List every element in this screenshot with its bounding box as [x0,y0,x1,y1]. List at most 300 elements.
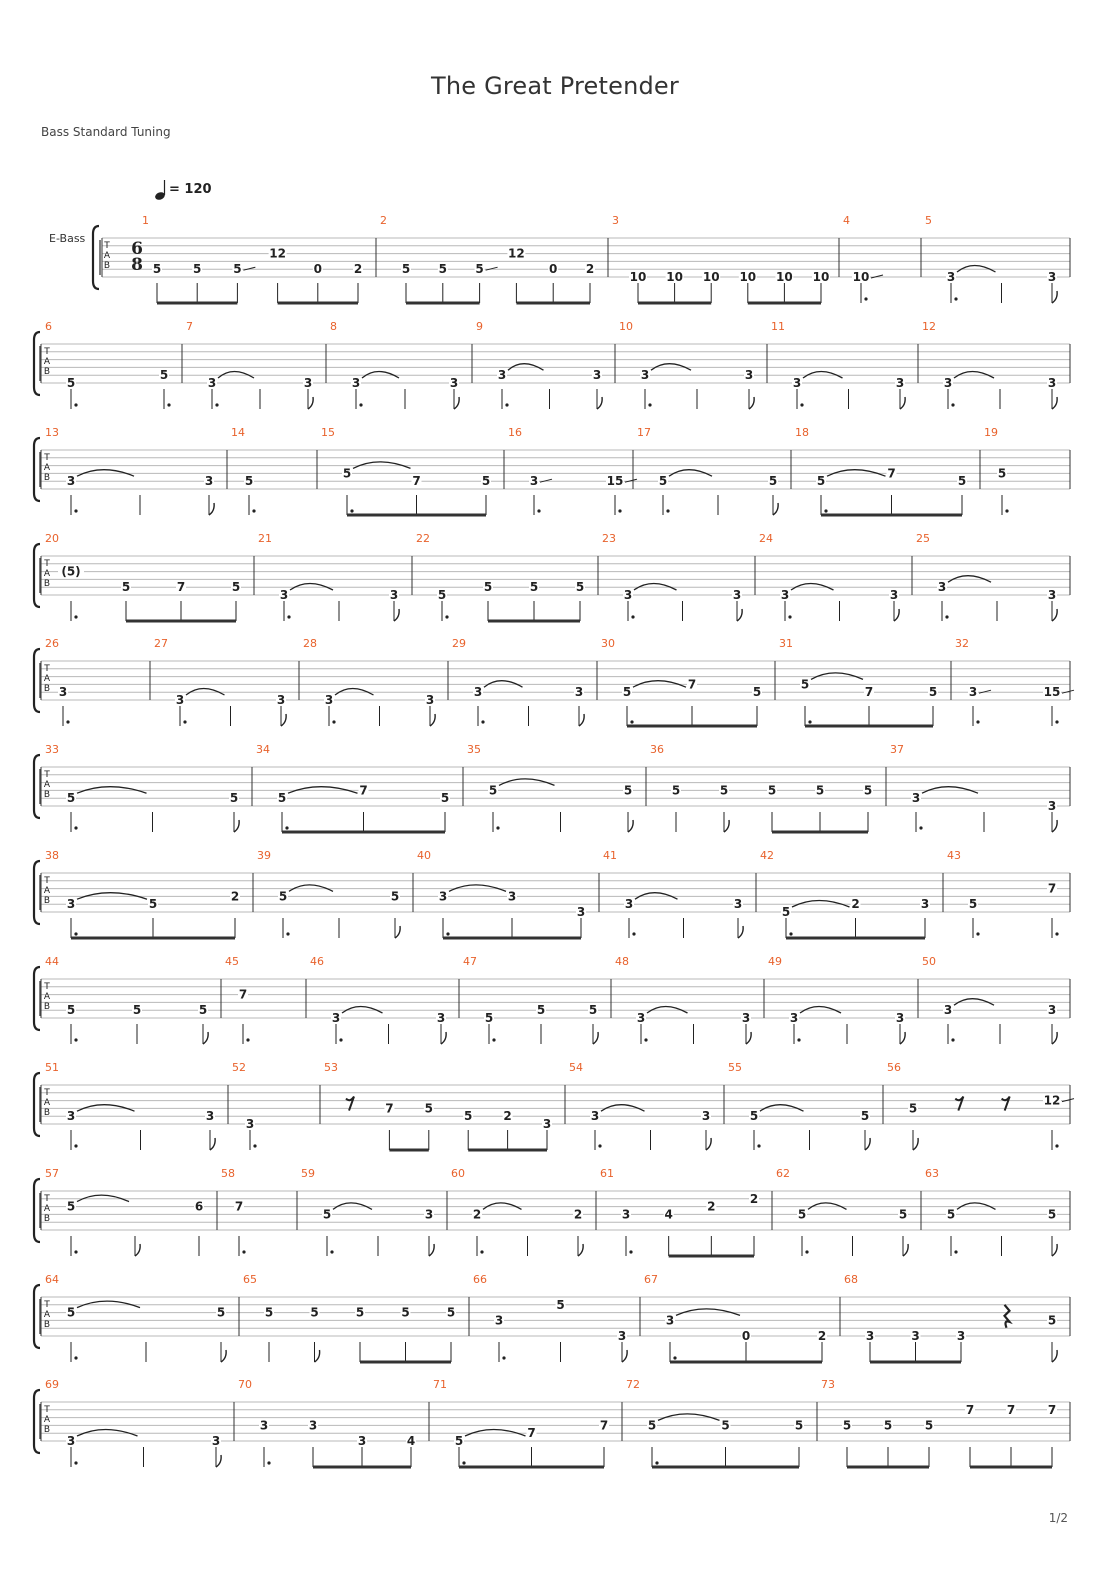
eighth-flag [622,1350,627,1362]
measure-number: 71 [433,1378,447,1391]
measure-number: 52 [232,1061,246,1074]
fret-number: 3 [308,1418,318,1433]
measure-number: 32 [955,637,969,650]
measure-number: 8 [330,320,337,333]
fret-number: 7 [527,1426,536,1441]
measure-number: 53 [324,1061,338,1074]
fret-number: 12 [269,246,286,261]
eighth-flag [308,397,313,409]
tab-clef-letter: A [43,463,51,473]
page-number: 1/2 [1048,1511,1068,1525]
measure-number: 61 [600,1167,614,1180]
dot-marker [630,720,633,723]
tab-clef-letter: T [44,1405,50,1415]
dot-marker [505,403,508,406]
dot-marker [462,1461,465,1464]
fret-number: 5 [66,1003,76,1018]
measure-number: 26 [45,637,59,650]
fret-number: 5 [816,474,826,489]
tab-clef-letter: B [103,261,111,271]
fret-number: 5 [556,1297,565,1312]
measure-number: 4 [843,214,850,227]
fret-number: 3 [956,1329,966,1343]
measure-number: 3 [612,214,619,227]
fret-number: 2 [585,262,595,277]
fret-number: 3 [895,376,905,390]
fret-number: 3 [617,1329,627,1343]
fret-number: 3 [331,1011,341,1025]
fret-number: 10 [776,270,793,284]
eighth-flag [1052,1350,1057,1362]
fret-number: 2 [230,889,240,904]
fret-number: 0 [549,262,558,277]
eighth-flag [900,397,905,409]
measure-number: 44 [45,955,59,968]
fret-number: 5 [719,783,729,798]
fret-number: 0 [313,262,322,277]
dot-marker [1055,932,1058,935]
fret-number: 5 [440,791,450,806]
tab-clef-letter: T [44,347,50,357]
measure-number: 64 [45,1273,59,1286]
fret-number: 3 [497,368,507,383]
measure-number: 29 [452,637,466,650]
fret-number: 3 [424,1207,434,1222]
fret-number: 3 [920,897,930,912]
dot-marker [1055,1144,1058,1147]
fret-number: 6 [194,1199,204,1214]
fret-number: 3 [207,376,217,390]
dot-marker [215,403,218,406]
fret-number: 5 [883,1418,893,1433]
tab-clef-letter: B [43,684,51,694]
tab-clef-letter: T [104,241,110,251]
time-signature-top: 6 [131,239,143,259]
dot-marker [618,509,621,512]
fret-number: 5 [481,474,491,489]
fret-number: 7 [234,1199,244,1214]
eighth-flag [903,1244,908,1256]
dot-marker [74,509,77,512]
fret-number: 5 [193,262,202,277]
measure-number: 51 [45,1061,59,1074]
fret-number: 3 [279,588,289,602]
tab-clef-letter: T [44,1300,50,1310]
system-bracket [34,1179,40,1242]
measure-number: 46 [310,955,324,968]
fret-number: 7 [1047,1402,1057,1417]
dot-marker [267,1461,270,1464]
measure-number: 21 [258,532,272,545]
dot-marker [253,1144,256,1147]
measure-number: 37 [890,743,904,756]
measure-number: 73 [821,1378,835,1391]
dot-marker [824,509,827,512]
eighth-flag [706,1138,711,1150]
fret-number: 3 [701,1109,711,1124]
measure-number: 47 [463,955,477,968]
fret-number: 3 [621,1207,631,1222]
fret-number: 5 [66,1305,76,1320]
fret-number: 5 [815,783,825,798]
fret-number: 5 [390,889,400,904]
measure-number: 58 [221,1167,235,1180]
fret-number: 5 [464,1109,473,1124]
fret-number: 3 [389,588,399,602]
dot-marker [598,1144,601,1147]
tab-clef-letter: A [43,1415,51,1425]
fret-number: 10 [852,270,870,284]
fret-number: 3 [780,588,790,602]
dot-marker [629,1250,632,1253]
fret-number: 5 [229,791,239,806]
dot-marker [286,932,289,935]
measure-number: 10 [619,320,633,333]
dot-marker [492,1038,495,1041]
fret-number: 3 [473,685,483,700]
measure-number: 67 [644,1273,658,1286]
tab-clef-letter: B [43,1425,51,1435]
fret-number: 5 [401,262,411,277]
eighth-flag [628,820,633,832]
measure-number: 12 [922,320,936,333]
fret-number: 3 [542,1117,552,1131]
fret-number: 3 [1047,1003,1057,1018]
fret-number: 7 [385,1101,394,1116]
measure-number: 16 [508,426,522,439]
fret-number: 5 [483,580,493,595]
dot-marker [789,932,792,935]
fret-number: 5 [355,1305,365,1320]
system-bracket [34,438,40,501]
tab-clef-letter: B [43,579,51,589]
dot-marker [74,615,77,618]
dot-marker [74,1038,77,1041]
fret-number: 5 [671,783,681,798]
dot-marker [800,403,803,406]
fret-number: 3 [1047,376,1057,390]
system-bracket [34,1073,40,1136]
fret-number: 3 [574,685,584,700]
eighth-flag [724,820,729,832]
fret-number: 3 [624,897,634,912]
tab-clef-letter: A [103,251,111,261]
tab-clef-letter: A [43,1204,51,1214]
measure-number: 56 [887,1061,901,1074]
eighth-flag [900,1032,905,1044]
fret-number: 3 [636,1011,646,1025]
fret-number: 5 [529,580,539,595]
fret-number: 3 [529,474,539,489]
eighth-flag [315,1350,320,1362]
tab-clef-letter: A [43,357,51,367]
measure-number: 55 [728,1061,742,1074]
eighth-flag [894,609,899,621]
fret-number: 3 [438,889,448,904]
dot-marker [74,1461,77,1464]
dot-marker [808,720,811,723]
fret-number: 3 [895,1011,905,1025]
dot-marker [757,1144,760,1147]
eighth-flag [773,503,778,515]
fret-number: 3 [507,889,517,904]
fret-number: 12 [508,246,525,261]
fret-number: 15 [606,474,624,489]
fret-number: 5 [454,1434,464,1448]
dot-marker [537,509,540,512]
tab-clef-letter: T [44,876,50,886]
fret-number: 5 [997,466,1007,481]
fret-number: 5 [475,262,484,277]
eighth-flag [1052,1244,1057,1256]
fret-number: 7 [176,580,186,595]
fret-number: 5 [66,1199,76,1214]
fret-number: 5 [484,1011,494,1025]
fret-number: (5) [61,564,81,579]
dot-marker [285,826,288,829]
fret-number: 3 [789,1011,799,1025]
measure-number: 24 [759,532,773,545]
fret-number: 3 [436,1011,446,1025]
fret-number: 7 [359,783,368,798]
dot-marker [359,403,362,406]
measure-number: 57 [45,1167,59,1180]
dot-marker [74,1356,77,1359]
dot-marker [788,615,791,618]
tab-clef-letter: B [43,473,51,483]
eighth-flag [593,1032,598,1044]
fret-number: 5 [647,1418,657,1433]
dot-marker [945,615,948,618]
fret-number: 7 [1047,881,1057,896]
measure-number: 65 [243,1273,257,1286]
fret-number: 5 [132,1003,142,1018]
eighth-flag [597,397,602,409]
fret-number: 2 [472,1207,482,1222]
eighth-flag [281,714,286,726]
dot-marker [481,720,484,723]
fret-number: 0 [741,1329,751,1343]
fret-number: 5 [898,1207,908,1222]
fret-number: 5 [924,1418,934,1433]
fret-number: 5 [401,1305,410,1320]
fret-number: 3 [324,693,334,707]
dot-marker [74,932,77,935]
eighth-flag [441,1032,446,1044]
fret-number: 5 [800,677,810,692]
dot-marker [644,1038,647,1041]
fret-number: 4 [406,1434,416,1448]
measure-number: 38 [45,849,59,862]
dot-marker [673,1356,676,1359]
fret-number: 2 [817,1329,827,1343]
measure-number: 45 [225,955,239,968]
fret-number: 3 [1047,799,1057,813]
eighth-flag [1052,1032,1057,1044]
system-bracket [34,332,40,395]
fret-number: 15 [1043,685,1061,700]
eighth-flag [394,609,399,621]
fret-number: 3 [245,1117,255,1131]
dot-marker [632,932,635,935]
measure-number: 31 [779,637,793,650]
quarter-rest-icon [1005,1305,1010,1328]
fret-number: 3 [351,376,361,390]
tab-clef-letter: B [43,1108,51,1118]
dot-marker [976,720,979,723]
fret-number: 3 [357,1434,367,1448]
measure-number: 50 [922,955,936,968]
tab-clef-letter: A [43,1098,51,1108]
fret-number: 10 [629,270,647,284]
eighth-flag [203,1032,208,1044]
fret-number: 5 [721,1418,730,1433]
fret-number: 3 [425,693,435,707]
tab-clef-letter: B [43,367,51,377]
dot-marker [976,932,979,935]
measure-number: 42 [760,849,774,862]
fret-number: 3 [911,1329,920,1343]
eighth-flag [209,503,214,515]
fret-number: 3 [943,1003,953,1018]
eighth-flag [216,1455,221,1467]
fret-number: 5 [244,474,254,489]
dot-marker [242,1250,245,1253]
tab-clef-letter: A [43,886,51,896]
measure-number: 69 [45,1378,59,1391]
measure-number: 22 [416,532,430,545]
eighth-flag [749,397,754,409]
tab-clef-letter: T [44,559,50,569]
tempo-marking: = 120 [169,182,212,197]
dot-marker [666,509,669,512]
dot-marker [1055,720,1058,723]
dot-marker [864,297,867,300]
fret-number: 5 [66,376,76,390]
fret-number: 5 [794,1418,804,1433]
fret-number: 3 [937,580,947,595]
fret-number: 2 [749,1191,759,1206]
dot-marker [797,1038,800,1041]
eighth-flag [430,714,435,726]
measure-number: 27 [154,637,168,650]
measure-number: 60 [451,1167,465,1180]
fret-number: 2 [851,897,860,912]
dot-marker [502,1356,505,1359]
fret-number: 7 [687,677,697,692]
fret-number: 5 [752,685,762,700]
tab-clef-letter: T [44,453,50,463]
fret-number: 3 [576,905,586,919]
fret-number: 3 [744,368,754,383]
system-bracket [93,226,99,289]
measure-number: 23 [602,532,616,545]
eighth-flag [1052,820,1057,832]
fret-number: 3 [259,1418,269,1433]
fret-number: 3 [303,376,313,390]
dot-marker [446,932,449,935]
fret-number: 5 [488,783,498,798]
eighth-flag [395,926,400,938]
fret-number: 3 [66,474,76,489]
fret-number: 7 [965,1402,975,1417]
fret-number: 5 [946,1207,956,1222]
fret-number: 5 [438,262,447,277]
fret-number: 10 [702,270,720,284]
fret-number: 3 [733,897,743,912]
tuning-label: Bass Standard Tuning [41,125,171,139]
fret-number: 3 [623,588,633,602]
dot-marker [1005,509,1008,512]
dot-marker [74,1250,77,1253]
fret-number: 5 [264,1305,274,1320]
fret-number: 10 [812,270,830,284]
tab-clef-letter: B [43,1214,51,1224]
fret-number: 3 [66,1109,76,1124]
measure-number: 41 [603,849,617,862]
fret-number: 3 [865,1329,875,1343]
fret-number: 2 [503,1109,512,1124]
measure-number: 36 [650,743,664,756]
measure-number: 62 [776,1167,790,1180]
measure-number: 9 [476,320,483,333]
tab-clef-letter: T [44,1088,50,1098]
tab-clef-letter: T [44,982,50,992]
measure-number: 13 [45,426,59,439]
fret-number: 3 [1047,588,1057,602]
system-bracket [34,1285,40,1348]
tab-clef-letter: T [44,1194,50,1204]
fret-number: 3 [211,1434,221,1448]
fret-number: 5 [310,1305,319,1320]
fret-number: 3 [58,685,68,700]
fret-number: 5 [781,905,791,919]
fret-number: 3 [204,474,214,489]
system-bracket [34,967,40,1030]
dot-marker [954,297,957,300]
fret-number: 3 [1047,270,1057,284]
fret-number: 3 [946,270,956,284]
measure-number: 11 [771,320,785,333]
fret-number: 7 [887,466,896,481]
measure-number: 49 [768,955,782,968]
dot-marker [246,1038,249,1041]
dot-marker [330,1250,333,1253]
fret-number: 5 [66,791,76,806]
measure-number: 1 [142,214,149,227]
eighth-flag [865,1138,870,1150]
fret-number: 12 [1043,1093,1061,1108]
song-title: The Great Pretender [431,72,679,100]
fret-number: 5 [198,1003,208,1018]
fret-number: 5 [121,580,131,595]
measure-number: 15 [321,426,335,439]
eighth-flag [454,397,459,409]
measure-number: 35 [467,743,481,756]
eighth-flag [738,926,743,938]
instrument-label: E-Bass [49,232,86,245]
fret-number: 10 [666,270,683,284]
measure-number: 59 [301,1167,315,1180]
fret-number: 5 [536,1003,546,1018]
tab-clef-letter: A [43,674,51,684]
tab-clef-letter: T [44,664,50,674]
fret-number: 5 [968,897,978,912]
measure-number: 5 [925,214,932,227]
eighth-flag [746,1032,751,1044]
measure-number: 48 [615,955,629,968]
fret-number: 5 [159,368,169,383]
